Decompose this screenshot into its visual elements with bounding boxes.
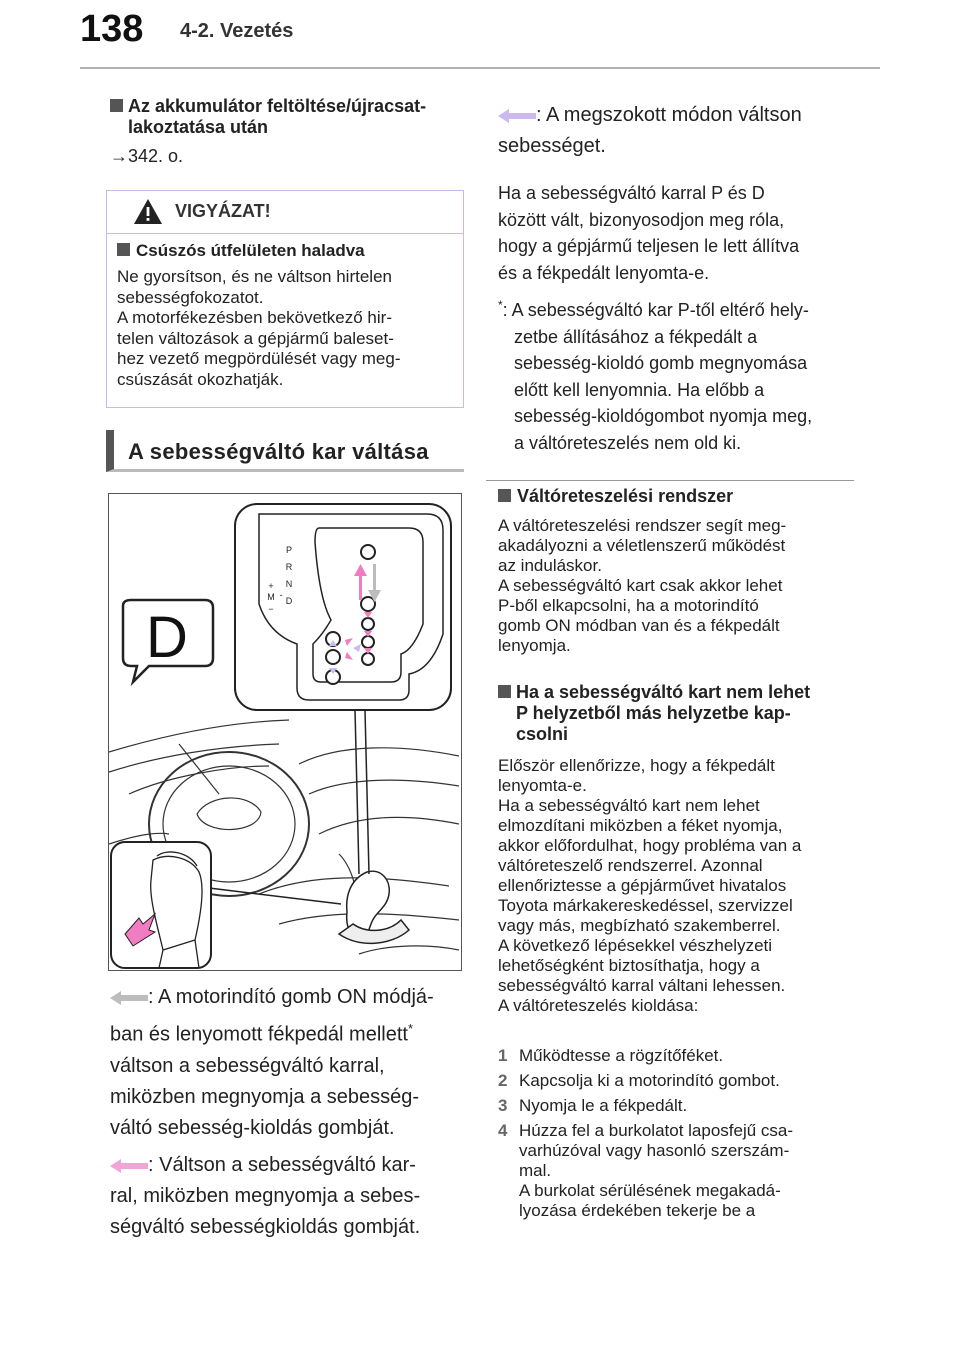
- gate-label-m: M: [267, 592, 275, 602]
- subheading-shift-lock: Váltóreteszelési rendszer: [498, 486, 858, 507]
- paragraph-shift-note: Ha a sebességváltó karral P és D között vált, bizonyosodjon meg róla, hogy a gépjármű teljesen le lett állítva és a fékpedált lenyomta-e.: [498, 183, 800, 283]
- step-item: 4 Húzza fel a burkolatot laposfejű csa- varhúzóval vagy hasonló szerszám- mal. A burkolat sérülésének megakadá- lyozása érdekében tekerje be a: [498, 1121, 794, 1220]
- paragraph-shift-lock: A váltóreteszelési rendszer segít meg- akadályozni a véletlenszerű működést az induláskor. A sebességváltó kart csak akkor lehet P-ből elkapcsolni, ha a motorindító gomb ON módban van és a fékpedált lenyomja.: [498, 516, 787, 655]
- step-item: 1 Működtesse a rögzítőféket.: [498, 1046, 724, 1065]
- gate-label-minus: −: [268, 604, 274, 614]
- caption-pink-arrow: : Váltson a sebességváltó kar- ral, miközben megnyomja a sebes- ségváltó sebességkioldás gombját.: [110, 1154, 421, 1238]
- lavender-arrow-icon: [498, 109, 536, 123]
- square-bullet-icon: [110, 99, 123, 112]
- section-bar-title: A sebességváltó kar váltása: [128, 439, 429, 464]
- warning-box: [106, 190, 464, 408]
- subheading-battery: Az akkumulátor feltöltése/újracsat- lakoztatása után: [110, 96, 465, 138]
- square-bullet-icon: [117, 243, 130, 256]
- gate-label-dash: -: [279, 590, 283, 600]
- gray-arrow-icon: [110, 991, 148, 1005]
- square-bullet-icon: [498, 685, 511, 698]
- subheading-cannot-shift: Ha a sebességváltó kart nem lehet P helyzetből más helyzetbe kap- csolni: [498, 682, 858, 745]
- gate-label-p: P: [285, 545, 293, 555]
- gate-label-r: R: [285, 562, 293, 572]
- warning-subheading: Csúszós útfelületen haladva: [117, 241, 365, 261]
- header-rule: [80, 66, 880, 72]
- caption-gray-arrow: : A motorindító gomb ON módjá- ban és lenyomott fékpedál mellett* váltson a sebességváltó karral, miközben megnyomja a sebesség- váltó sebesség-kioldás gombját.: [110, 986, 434, 1139]
- pink-arrow-icon: [110, 1159, 148, 1173]
- step-item: 2 Kapcsolja ki a motorindító gombot.: [498, 1071, 780, 1090]
- caption-lavender-arrow: : A megszokott módon váltson sebességet.: [498, 104, 802, 157]
- steps-list: [498, 1046, 858, 1226]
- gate-label-d: D: [285, 596, 293, 606]
- divider: [486, 480, 854, 481]
- page-number: 138: [80, 8, 144, 50]
- warning-triangle-icon: [133, 198, 163, 225]
- warning-title: VIGYÁZAT!: [175, 201, 271, 221]
- gate-label-plus: +: [268, 581, 274, 591]
- footnote: *: A sebességváltó kar P-től eltérő hely- zetbe állításához a fékpedált a sebesség-kioldó gomb megnyomása előtt kell lenyomnia. Ha előbb a sebesség-kioldógombot nyomja meg, a váltóreteszelés nem old ki.: [498, 298, 813, 453]
- shift-lever-illustration: [108, 493, 462, 971]
- page-reference: →342. o.: [110, 146, 184, 166]
- warning-header: [107, 191, 463, 234]
- warning-body: Ne gyorsítson, és ne váltson hirtelen sebességfokozatot. A motorfékezésben bekövetkező hir- telen változások a gépjármű baleset- hez vezető megpördülését vagy meg- csúszását okozhatják.: [117, 267, 401, 389]
- step-item: 3 Nyomja le a fékpedált.: [498, 1096, 688, 1115]
- shift-lever-drawing: [109, 494, 462, 971]
- gate-label-n: N: [285, 579, 293, 589]
- d-position-label: D: [146, 605, 188, 670]
- paragraph-cannot-shift: Először ellenőrizze, hogy a fékpedált lenyomta-e. Ha a sebességváltó kart nem lehet elmozdítani miközben a féket nyomja, akkor előfordulhat, hogy probléma van a váltóreteszelő rendszerrel. Azonnal ellenőriztesse a gépjárművet hivatalos Toyota márkakereskedéssel, szervizzel vagy más, megbízható szakemberrel. A következő lépésekkel vészhelyzeti lehetőségként biztosíthatja, hogy a sebességváltó karral váltani lehessen. A váltóreteszelés kioldása:: [498, 756, 802, 1015]
- square-bullet-icon: [498, 489, 511, 502]
- section-title: 4-2. Vezetés: [180, 20, 294, 42]
- section-bar: [106, 430, 464, 472]
